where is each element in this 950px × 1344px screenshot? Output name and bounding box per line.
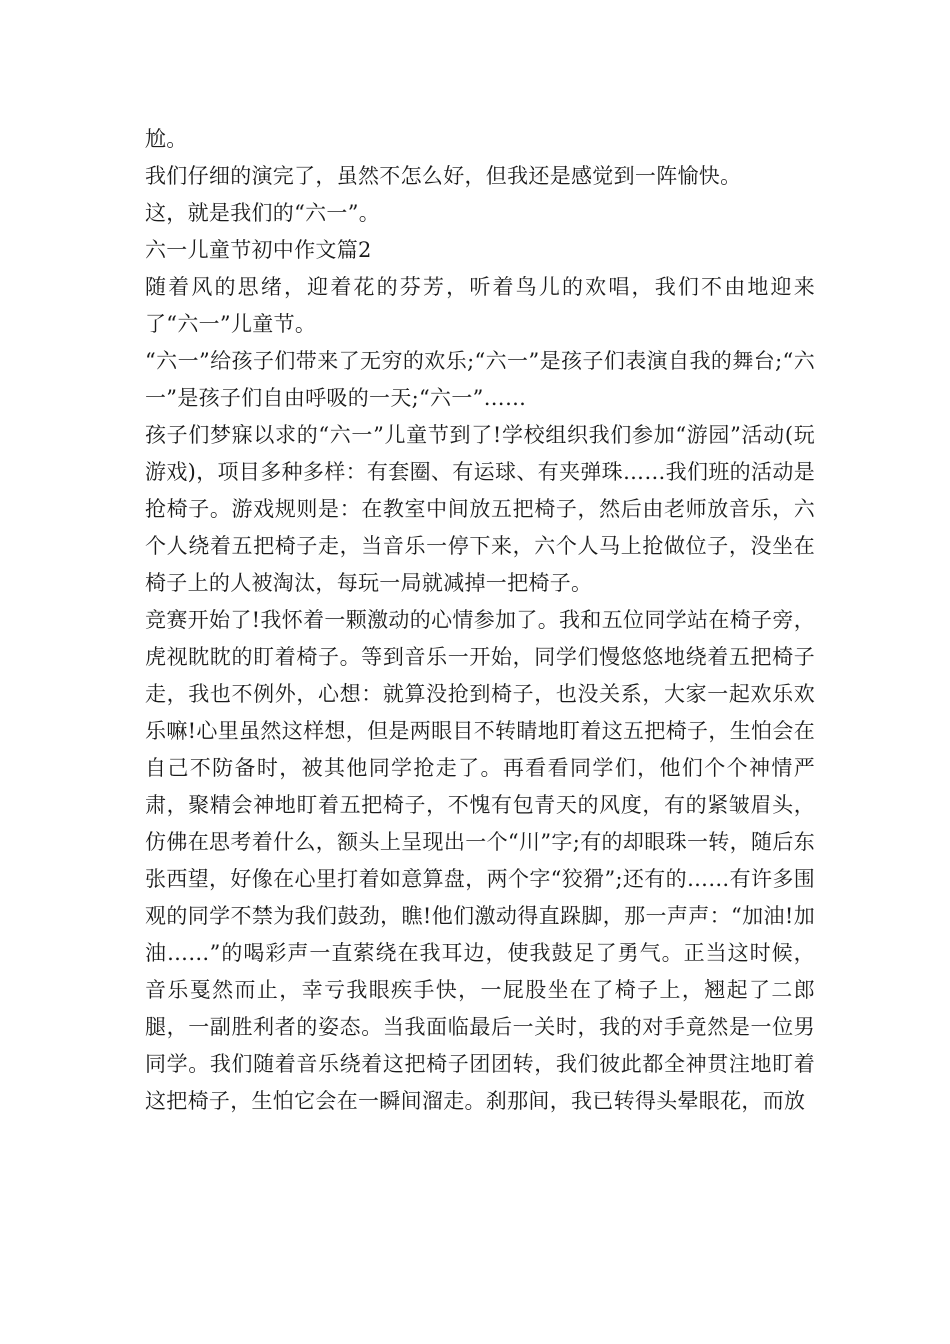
document-body [145, 121, 815, 1120]
paragraph-continued: 尬。 [145, 127, 188, 151]
paragraph: 竞赛开始了!我怀着一颗激动的心情参加了。我和五位同学站在椅子旁，虎视眈眈的盯着椅子。等到音乐一开始，同学们慢悠悠地绕着五把椅子走，我也不例外，心想：就算没抢到椅子，也没关系，大家一起欢乐欢乐嘛!心里虽然这样想，但是两眼目不转睛地盯着这五把椅子，生怕会在自己不防备时，被其他同学抢走了。再看看同学们，他们个个神情严肃，聚精会神地盯着五把椅子，不愧有包青天的风度，有的紧皱眉头，仿佛在思考着什么，额头上呈现出一个“川”字;有的却眼珠一转，随后东张西望，好像在心里打着如意算盘，两个字“狡猾”;还有的……有许多围观的同学不禁为我们鼓劲，瞧!他们激动得直跺脚，那一声声：“加油!加油……”的喝彩声一直萦绕在我耳边，使我鼓足了勇气。正当这时候，音乐戛然而止，幸亏我眼疾手快，一屁股坐在了椅子上，翘起了二郎腿，一副胜利者的姿态。当我面临最后一关时，我的对手竟然是一位男同学。我们随着音乐绕着这把椅子团团转，我们彼此都全神贯注地盯着这把椅子，生怕它会在一瞬间溜走。刹那间，我已转得头晕眼花，而放 [145, 608, 815, 1113]
paragraph: 孩子们梦寐以求的“六一”儿童节到了!学校组织我们参加“游园”活动(玩游戏)，项目多种多样：有套圈、有运球、有夹弹珠……我们班的活动是抢椅子。游戏规则是：在教室中间放五把椅子，然后由老师放音乐，六个人绕着五把椅子走，当音乐一停下来，六个人马上抢做位子，没坐在椅子上的人被淘汰，每玩一局就减掉一把椅子。 [145, 423, 815, 595]
paragraph: “六一”给孩子们带来了无穷的欢乐;“六一”是孩子们表演自我的舞台;“六一”是孩子们自由呼吸的一天;“六一”…… [145, 349, 815, 410]
section-title: 六一儿童节初中作文篇2 [145, 238, 372, 262]
paragraph: 这，就是我们的“六一”。 [145, 201, 381, 225]
paragraph: 随着风的思绪，迎着花的芬芳，听着鸟儿的欢唱，我们不由地迎来了“六一”儿童节。 [145, 275, 815, 336]
paragraph: 我们仔细的演完了，虽然不怎么好，但我还是感觉到一阵愉快。 [145, 164, 742, 188]
